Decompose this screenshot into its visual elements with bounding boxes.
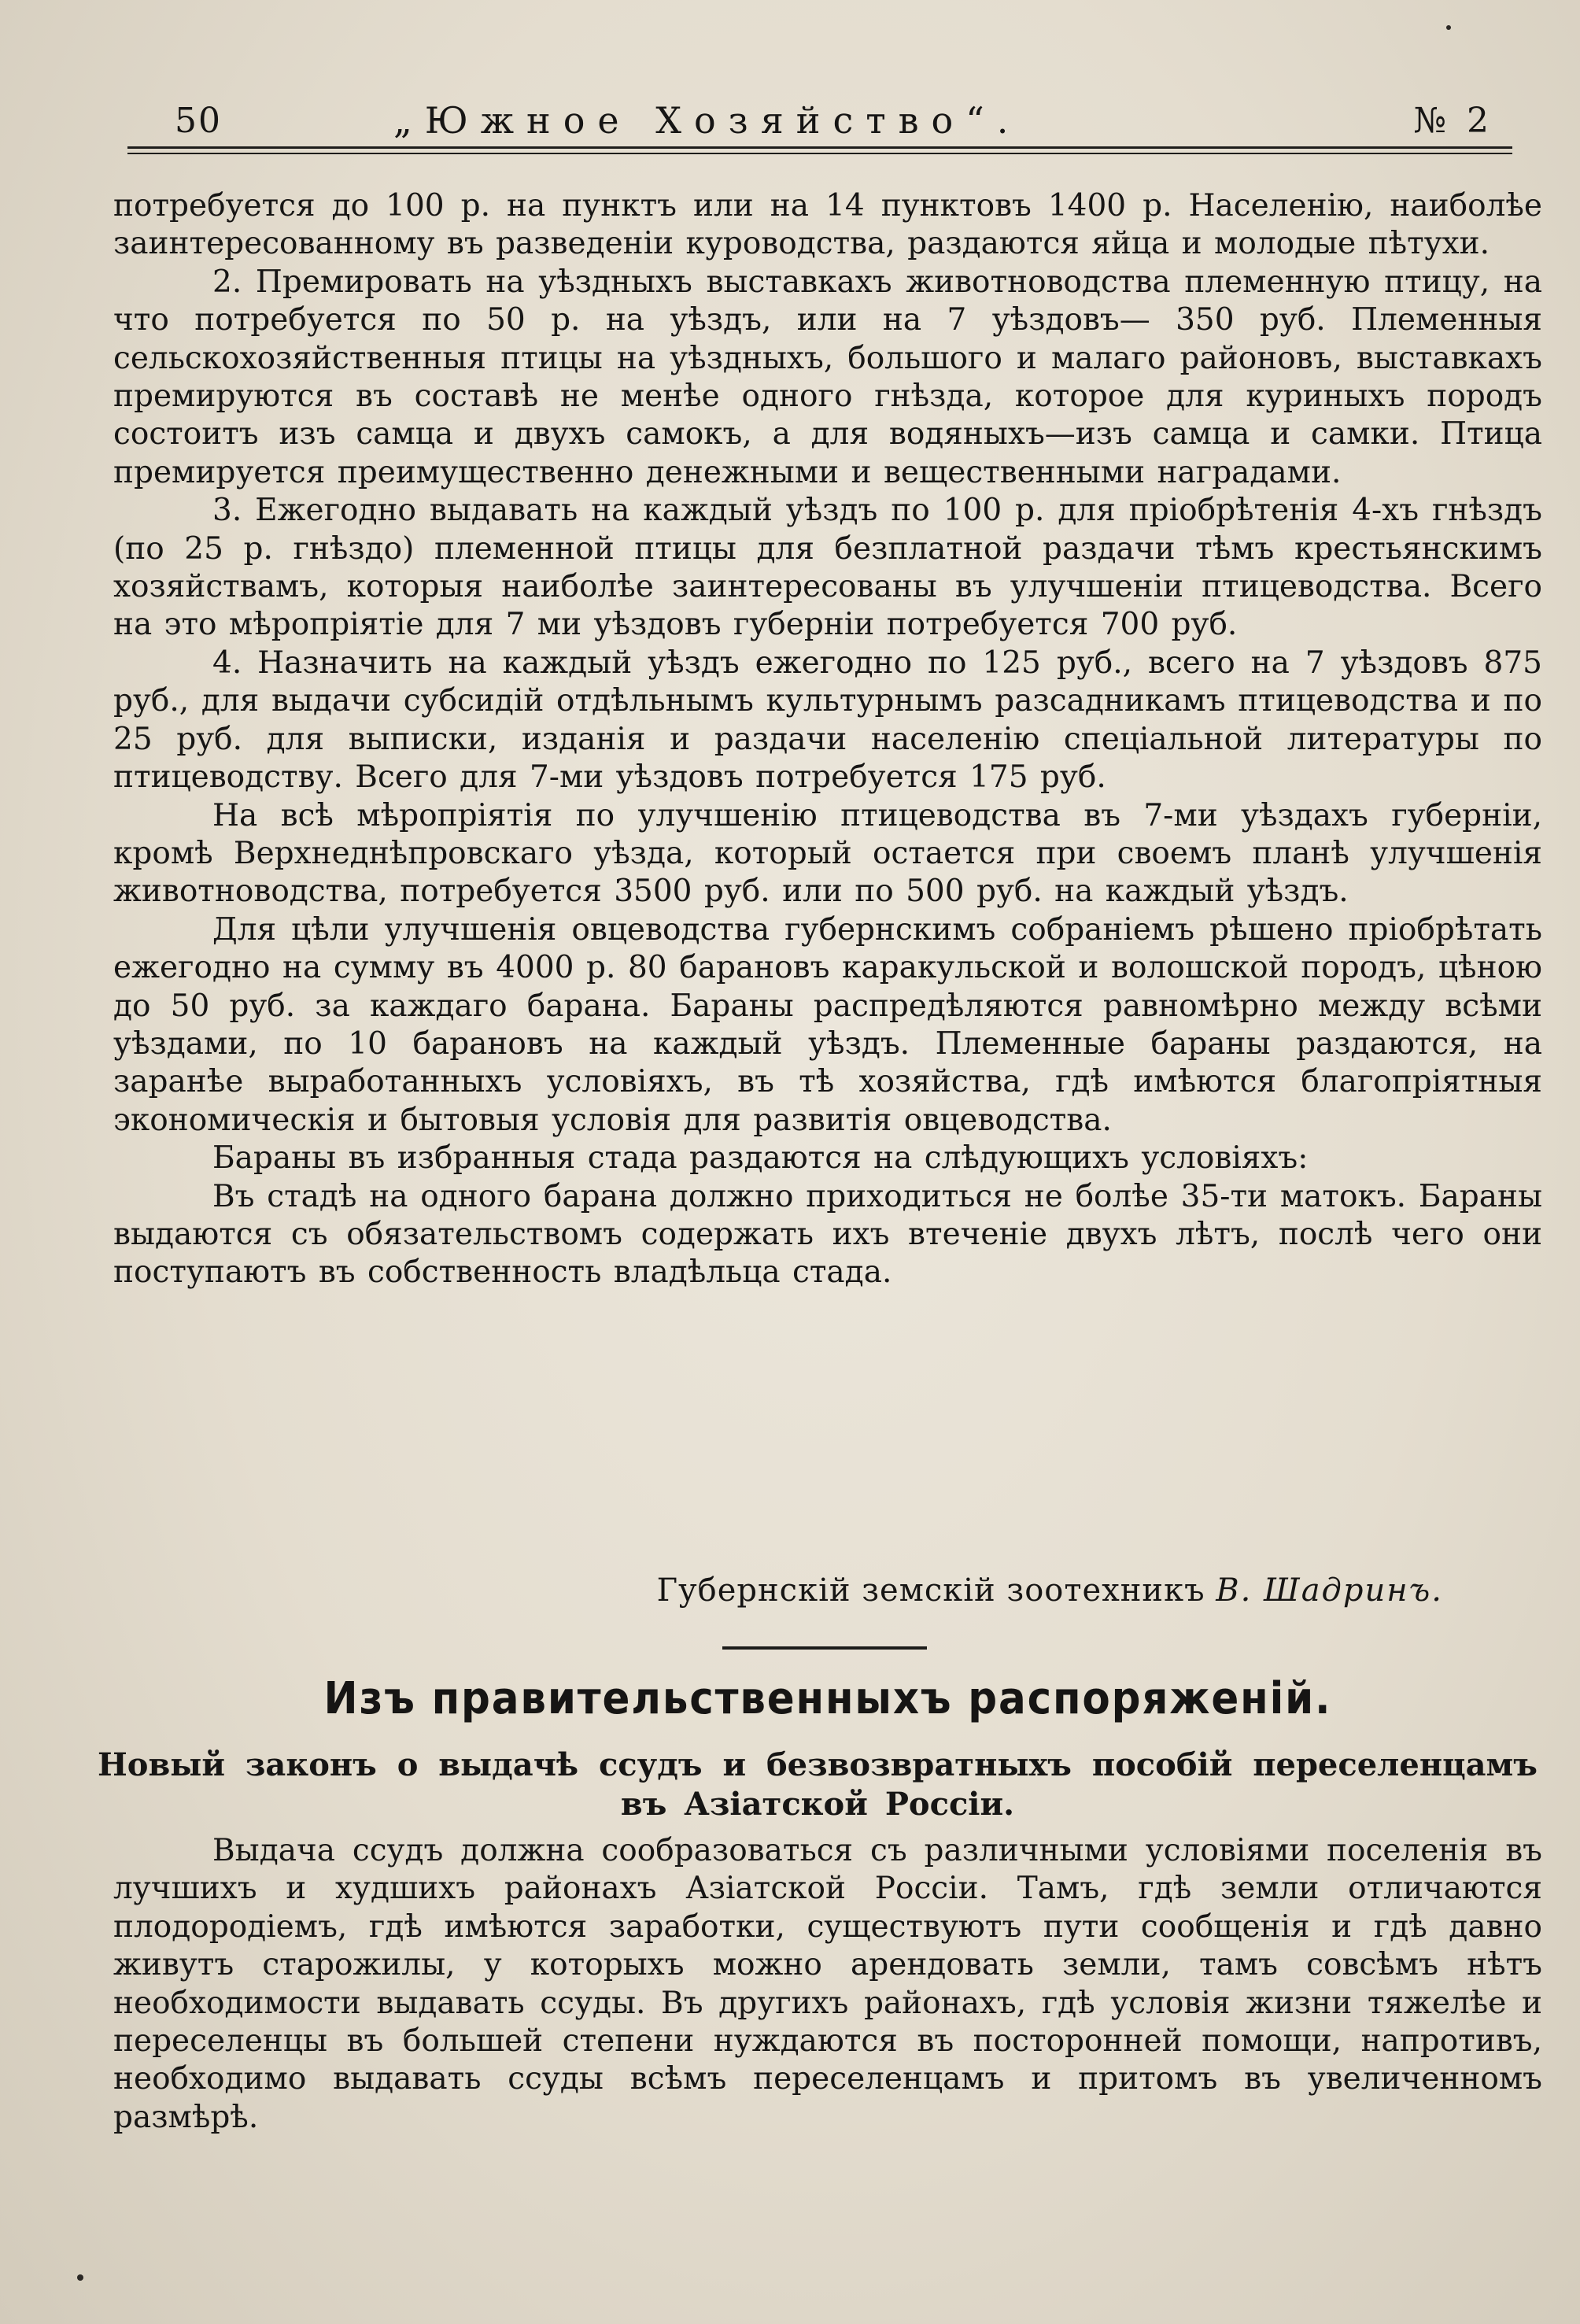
running-header xyxy=(126,94,1511,150)
article-signature xyxy=(113,1572,1443,1609)
article-paragraph: 2. Премировать на уѣздныхъ выставкахъ животноводства племенную птицу, на что потребуется по 50 р. на уѣздъ, или на 7 уѣздовъ— 350 руб. Племенныя сельскохозяйственныя птицы на уѣздныхъ, большого и малаго районовъ, выставкахъ премируются въ составѣ не менѣе одного гнѣзда, которое для куриныхъ породъ состоитъ изъ самца и двухъ самокъ, а для водяныхъ—изъ самца и самки. Птица премируется преимущественно денежными и вещественными наградами. xyxy=(113,264,1542,490)
article-paragraph: потребуется до 100 р. на пунктъ или на 14 пунктовъ 1400 р. Населенію, наиболѣе заинтересованному въ разведеніи куроводства, раздаются яйца и молодые пѣтухи. xyxy=(113,188,1542,262)
section-title: Изъ правительственныхъ распоряженій. xyxy=(323,1673,1332,1724)
header-rule-thin xyxy=(127,153,1512,154)
issue-number: № 2 xyxy=(1413,101,1493,141)
article-body xyxy=(113,187,1542,1292)
section-subtitle: Новый законъ о выдачѣ ссудъ и безвозвратныхъ пособій переселенцамъ въ Азіатской Россіи. xyxy=(98,1746,1538,1823)
article-paragraph: 4. Назначить на каждый уѣздъ ежегодно по 125 руб., всего на 7 уѣздовъ 875 руб., для выдачи субсидій отдѣльнымъ культурнымъ разсадникамъ птицеводства и по 25 руб. для выписки, изданія и раздачи населенію спеціальной литературы по птицеводству. Всего для 7-ми уѣздовъ потребуется 175 руб. xyxy=(113,645,1542,796)
article-paragraph: Въ стадѣ на одного барана должно приходиться не болѣе 35-ти матокъ. Бараны выдаются съ обязательствомъ содержать ихъ втеченіе двухъ лѣтъ, послѣ чего они поступаютъ въ собственность владѣльца стада. xyxy=(113,1178,1542,1291)
signature-author: В. Шадринъ. xyxy=(1216,1572,1443,1609)
page-number: 50 xyxy=(175,101,222,141)
section-body xyxy=(113,1832,1542,2137)
article-paragraph: 3. Ежегодно выдавать на каждый уѣздъ по 100 р. для пріобрѣтенія 4-хъ гнѣздъ (по 25 р. гнѣздо) племенной птицы для безплатной раздачи тѣмъ крестьянскимъ хозяйствамъ, которыя наиболѣе заинтересованы въ улучшеніи птицеводства. Всего на это мѣропріятіе для 7 ми уѣздовъ губерніи потребуется 700 руб. xyxy=(113,493,1542,643)
article-paragraph: Бараны въ избранныя стада раздаются на слѣдующихъ условіяхъ: xyxy=(212,1140,1309,1177)
section-divider xyxy=(722,1646,927,1650)
signature-position: Губернскій земскій зоотехникъ xyxy=(656,1572,1205,1609)
paper-speck xyxy=(1446,25,1451,30)
journal-title: „Южное Хозяйство“. xyxy=(393,99,1021,142)
article-paragraph: Для цѣли улучшенія овцеводства губернскимъ собраніемъ рѣшено пріобрѣтать ежегодно на сумму въ 4000 р. 80 барановъ каракульской и волошской породъ, цѣною до 50 руб. за каждаго барана. Бараны распредѣляются равномѣрно между всѣми уѣздами, по 10 барановъ на каждый уѣздъ. Племенные бараны раздаются, на заранѣе выработанныхъ условіяхъ, въ тѣ хозяйства, гдѣ имѣются благопріятныя экономическія и бытовыя условія для развитія овцеводства. xyxy=(113,911,1542,1138)
section-paragraph: Выдача ссудъ должна сообразоваться съ различными условіями поселенія въ лучшихъ и худшихъ районахъ Азіатской Россіи. Тамъ, гдѣ земли отличаются плодородіемъ, гдѣ имѣются заработки, существуютъ пути сообщенія и гдѣ давно живутъ старожилы, у которыхъ можно арендовать земли, тамъ совсѣмъ нѣтъ необходимости выдавать ссуды. Въ другихъ районахъ, гдѣ условія жизни тяжелѣе и переселенцы въ большей степени нуждаются въ посторонней помощи, напротивъ, необходимо выдавать ссуды всѣмъ переселенцамъ и притомъ въ увеличенномъ размѣрѣ. xyxy=(113,1833,1542,2135)
header-rule-thick xyxy=(127,146,1512,149)
paper-speck xyxy=(77,2274,83,2281)
article-paragraph: На всѣ мѣропріятія по улучшенію птицеводства въ 7-ми уѣздахъ губерніи, кромѣ Верхнеднѣпровскаго уѣзда, который остается при своемъ планѣ улучшенія животноводства, потребуется 3500 руб. или по 500 руб. на каждый уѣздъ. xyxy=(113,797,1542,910)
